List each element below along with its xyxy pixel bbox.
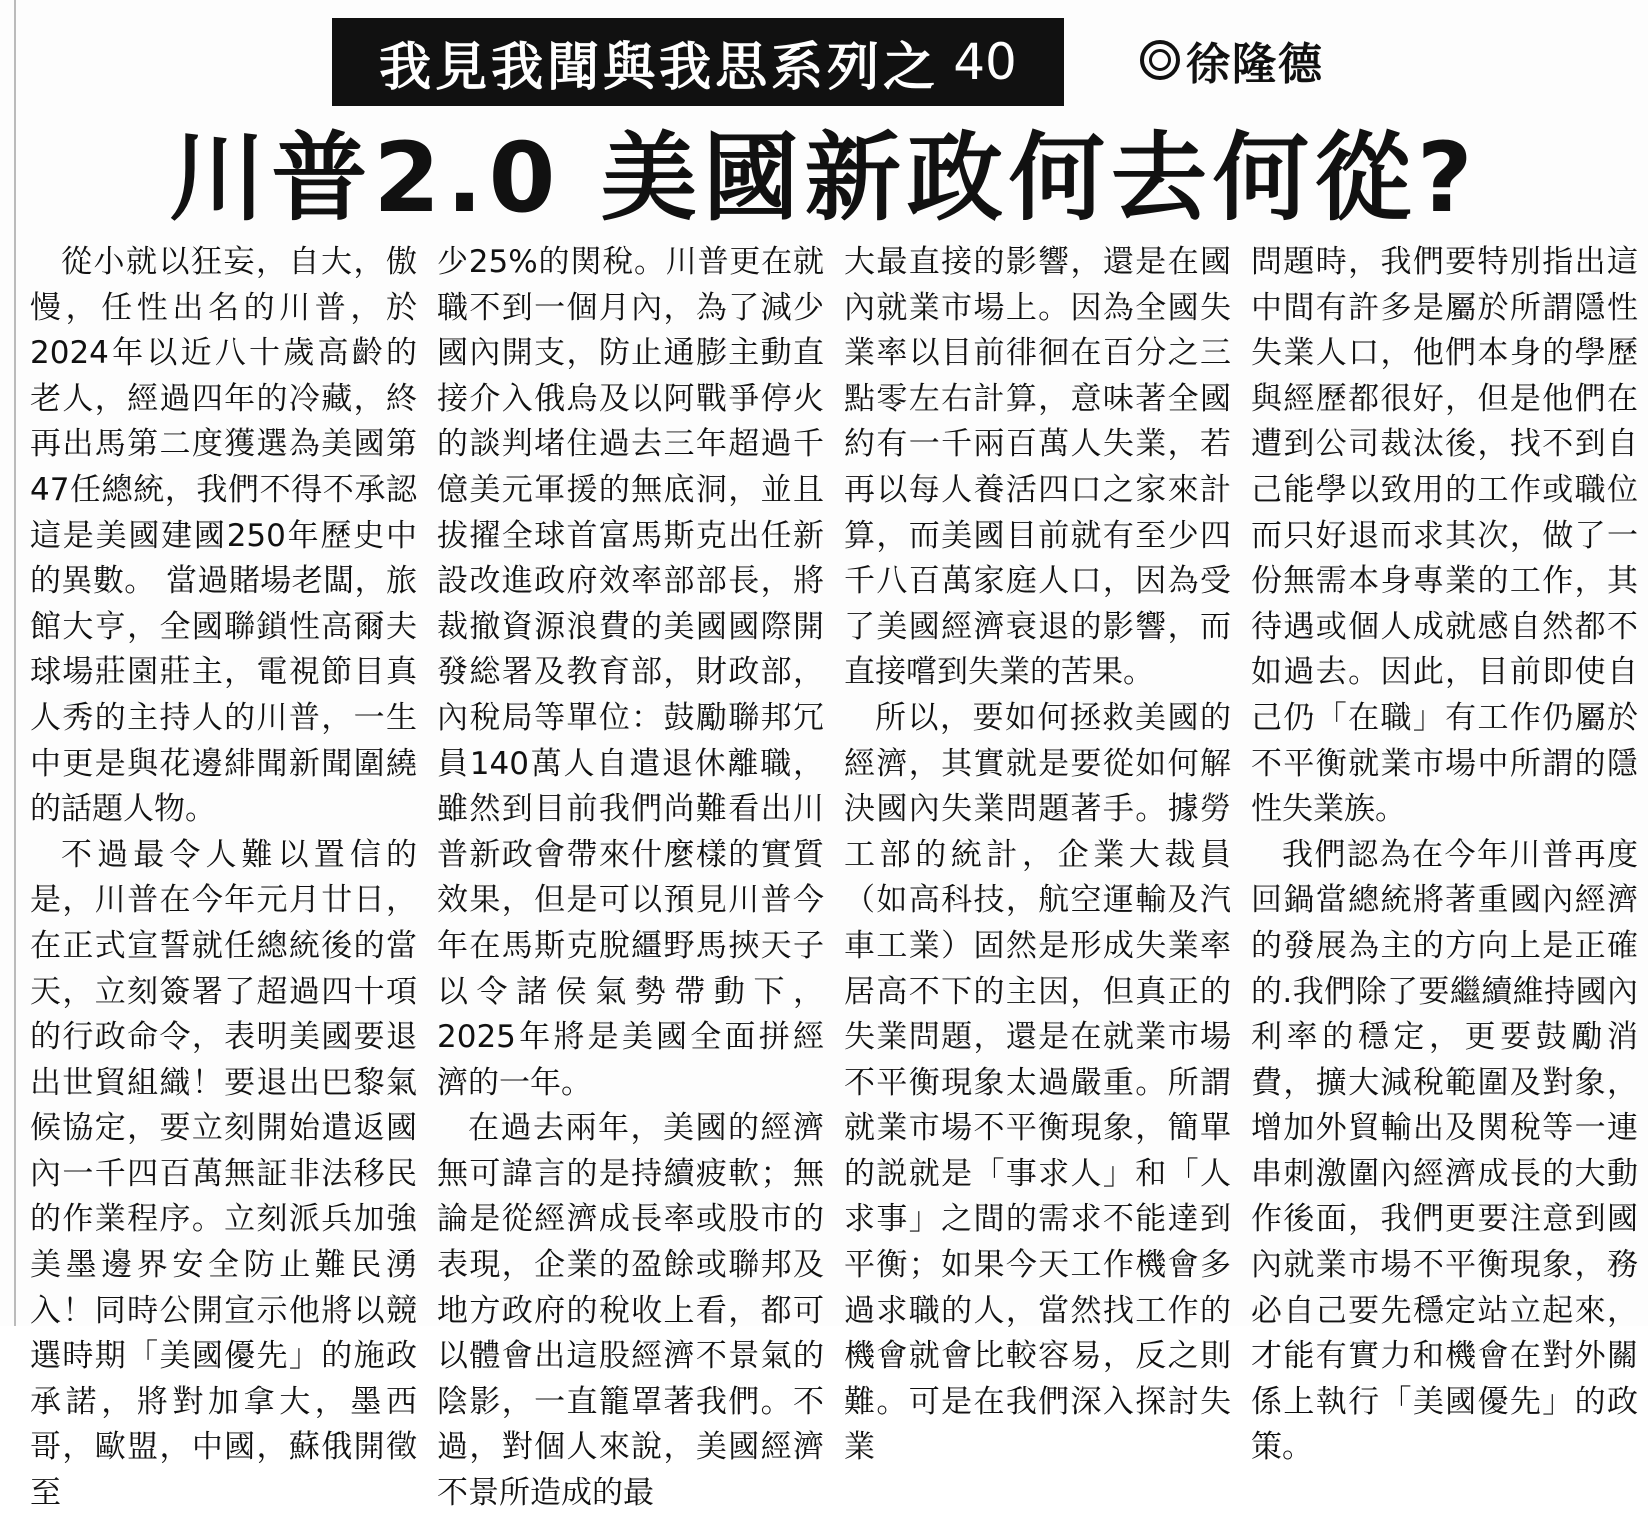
series-banner bbox=[332, 18, 1064, 106]
paragraph: 在過去兩年，美國的經濟無可諱言的是持續疲軟；無論是從經濟成長率或股市的表現，企業的盈餘或聯邦及地方政府的稅收上看，都可以體會出這股經濟不景氣的陰影，一直籠罩著我們。不過，對個人來說，美國經濟不景所造成的最 bbox=[437, 1110, 824, 1512]
article-headline: 川普2.0 美國新政何去何從? bbox=[169, 122, 1479, 234]
double-circle-icon bbox=[1140, 40, 1180, 80]
article-column-4 bbox=[1251, 240, 1638, 1466]
series-title: 我見我聞與我思系列之 bbox=[379, 37, 940, 98]
paragraph: 所以，要如何拯救美國的經濟，其實就是要從如何解決國內失業問題著手。據勞工部的統計，企業大裁員（如高科技，航空運輸及汽車工業）固然是形成失業率居高不下的主因，但真正的失業問題，還是在就業市場不平衡現象太過嚴重。所謂就業市場不平衡現象，簡單的説就是「事求人」和「人求事」之間的需求不能達到平衡；如果今天工作機會多過求職的人，當然找工作的機會就會比較容易，反之則難。可是在我們深入探討失業 bbox=[844, 699, 1231, 1466]
paragraph: 少25%的関稅。川普更在就職不到一個月內，為了減少國內開支，防止通膨主動直接介入俄烏及以阿戰爭停火的談判堵住過去三年超過千億美元軍援的無底洞，並且拔擢全球首富馬斯克出任新設改進政府效率部部長，將裁撤資源浪費的美國國際開發総署及教育部，財政部，內稅局等單位：鼓勵聯邦冗員140萬人自遣退休離職，雖然到目前我們尚難看出川普新政會帶來什麼樣的實質效果，但是可以預見川普今年在馬斯克脫繮野馬挾天子以令諸侯氣勢帶動下，2025年將是美國全面拼經濟的一年。 bbox=[437, 244, 824, 1101]
paragraph: 問題時，我們要特別指出這中間有許多是屬於所謂隱性失業人口，他們本身的學歷與經歷都很好，但是他們在遭到公司裁汰後，找不到自己能學以致用的工作或職位而只好退而求其次，做了一份無需本身專業的工作，其待遇或個人成就感自然都不如過去。因此，目前即使自己仍「在職」有工作仍屬於不平衡就業市場中所謂的隱性失業族。 bbox=[1251, 244, 1638, 828]
paragraph: 我們認為在今年川普再度回鍋當總統將著重國內經濟的發展為主的方向上是正確的.我們除了要繼續維持國內利率的穩定，更要鼓勵消費，擴大減稅範圍及對象，增加外貿輸出及関稅等一連串刺激圍內經濟成長的大動作後面，我們更要注意到國內就業市場不平衡現象，務必自己要先穩定站立起來，才能有實力和機會在對外關係上執行「美國優先」的政策。 bbox=[1251, 836, 1638, 1466]
paragraph: 不過最令人難以置信的是，川普在今年元月廿日，在正式宣誓就任總統後的當天，立刻簽署了超過四十項的行政命令，表明美國要退出世貿組織！要退出巴黎氣候協定，要立刻開始遣返國內一千四百萬無証非法移民的作業程序。立刻派兵加強美墨邊界安全防止難民湧入！同時公開宣示他將以競選時期「美國優先」的施政承諾，將對加拿大，墨西哥，歐盟，中國，蘇俄開徵至 bbox=[30, 836, 417, 1512]
author-name: 徐隆德 bbox=[1186, 39, 1324, 90]
article-body bbox=[30, 240, 1640, 1512]
article-column-2 bbox=[437, 240, 824, 1512]
paragraph: 大最直接的影響，還是在國內就業市場上。因為全國失業率以目前徘徊在百分之三點零左右計算，意味著全國約有一千兩百萬人失業，若再以每人養活四口之家來計算，而美國目前就有至少四千八百萬家庭人口，因為受了美國經濟衰退的影響，而直接嚐到失業的苦果。 bbox=[844, 244, 1231, 691]
paragraph: 從小就以狂妄，自大，傲慢，任性出名的川普，於2024年以近八十歲高齡的老人，經過四年的冷藏，終再出馬第二度獲選為美國第47任總統，我們不得不承認這是美國建國250年歷史中的異數。 當過賭場老闆，旅館大亨，全國聯鎖性高爾夫球場莊園莊主，電視節目真人秀的主持人的川普，一生中更是與花邊緋聞新聞圍繞的話題人物。 bbox=[30, 244, 417, 828]
article-column-1 bbox=[30, 240, 417, 1512]
double-circle-icon-inner bbox=[1149, 49, 1171, 71]
series-number: 40 bbox=[953, 33, 1017, 91]
byline bbox=[1140, 30, 1324, 90]
article-column-3 bbox=[844, 240, 1231, 1466]
